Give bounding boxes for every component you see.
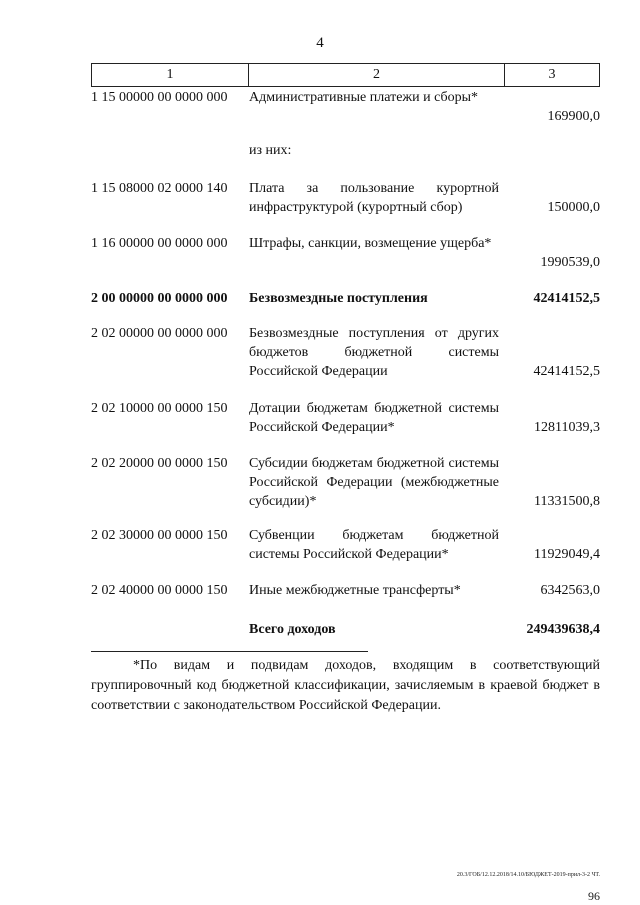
row-amount: 12811039,3	[534, 420, 600, 435]
document-reference: 20.3/ГОБ/12.12.2018/14.10/БЮДЖЕТ-2019-прил-3-2 ЧТ.	[456, 872, 600, 878]
row-amount: 150000,0	[547, 200, 600, 215]
column-header-1: 1	[92, 64, 249, 86]
row-code: 1 15 08000 02 0000 140	[91, 181, 228, 196]
column-header-row	[91, 63, 600, 87]
row-name: Административные платежи и сборы*	[249, 90, 478, 105]
row-name: Субсидии бюджетам бюджетной системы Российской Федерации (межбюджетные субсидии)*	[249, 456, 499, 509]
row-amount: 42414152,5	[533, 291, 600, 306]
row-name: Штрафы, санкции, возмещение ущерба*	[249, 236, 492, 251]
row-code: 2 02 20000 00 0000 150	[91, 456, 228, 471]
row-name: Безвозмездные поступления от других бюджетов бюджетной системы Российской Федерации	[249, 326, 499, 379]
table-row	[91, 289, 600, 308]
table-row	[91, 88, 600, 126]
row-name: Безвозмездные поступления	[249, 291, 428, 306]
row-amount: 169900,0	[547, 109, 600, 124]
row-name: Субвенции бюджетам бюджетной системы Российской Федерации*	[249, 528, 499, 562]
table-row	[91, 526, 600, 564]
row-amount: 6342563,0	[540, 583, 600, 598]
row-amount: 249439638,4	[526, 622, 600, 637]
row-code: 2 02 30000 00 0000 150	[91, 528, 228, 543]
row-code: 2 02 00000 00 0000 000	[91, 326, 228, 341]
table-row	[91, 581, 600, 600]
row-amount: 11929049,4	[534, 547, 600, 562]
row-code: 2 02 10000 00 0000 150	[91, 401, 228, 416]
table-row	[91, 179, 600, 217]
row-code: 1 15 00000 00 0000 000	[91, 90, 228, 105]
footnote: *По видам и подвидам доходов, входящим в соответствующий группировочный код бюджетной классификации, зачисляемым в краевой бюджет в соответствии с законодательством Российской Федерации.	[91, 658, 600, 713]
column-header-3: 3	[548, 67, 556, 82]
row-name: из них:	[249, 143, 292, 158]
row-amount: 1990539,0	[540, 255, 600, 270]
table-row	[91, 399, 600, 437]
table-row	[91, 324, 600, 381]
page-number: 4	[316, 35, 324, 51]
table-row	[91, 141, 600, 160]
row-name: Плата за пользование курортной инфраструктурой (курортный сбор)	[249, 181, 499, 215]
row-amount: 11331500,8	[534, 494, 600, 509]
row-code: 2 00 00000 00 0000 000	[91, 291, 228, 306]
footnote-separator	[91, 651, 368, 652]
row-code: 1 16 00000 00 0000 000	[91, 236, 228, 251]
row-name: Всего доходов	[249, 622, 336, 637]
table-row	[91, 234, 600, 272]
column-header-2: 2	[249, 64, 505, 86]
row-name: Дотации бюджетам бюджетной системы Российской Федерации*	[249, 401, 499, 435]
row-amount: 42414152,5	[533, 364, 600, 379]
row-name: Иные межбюджетные трансферты*	[249, 583, 461, 598]
sheet-number: 96	[588, 889, 600, 903]
table-row	[91, 620, 600, 639]
row-code: 2 02 40000 00 0000 150	[91, 583, 228, 598]
table-row	[91, 454, 600, 511]
